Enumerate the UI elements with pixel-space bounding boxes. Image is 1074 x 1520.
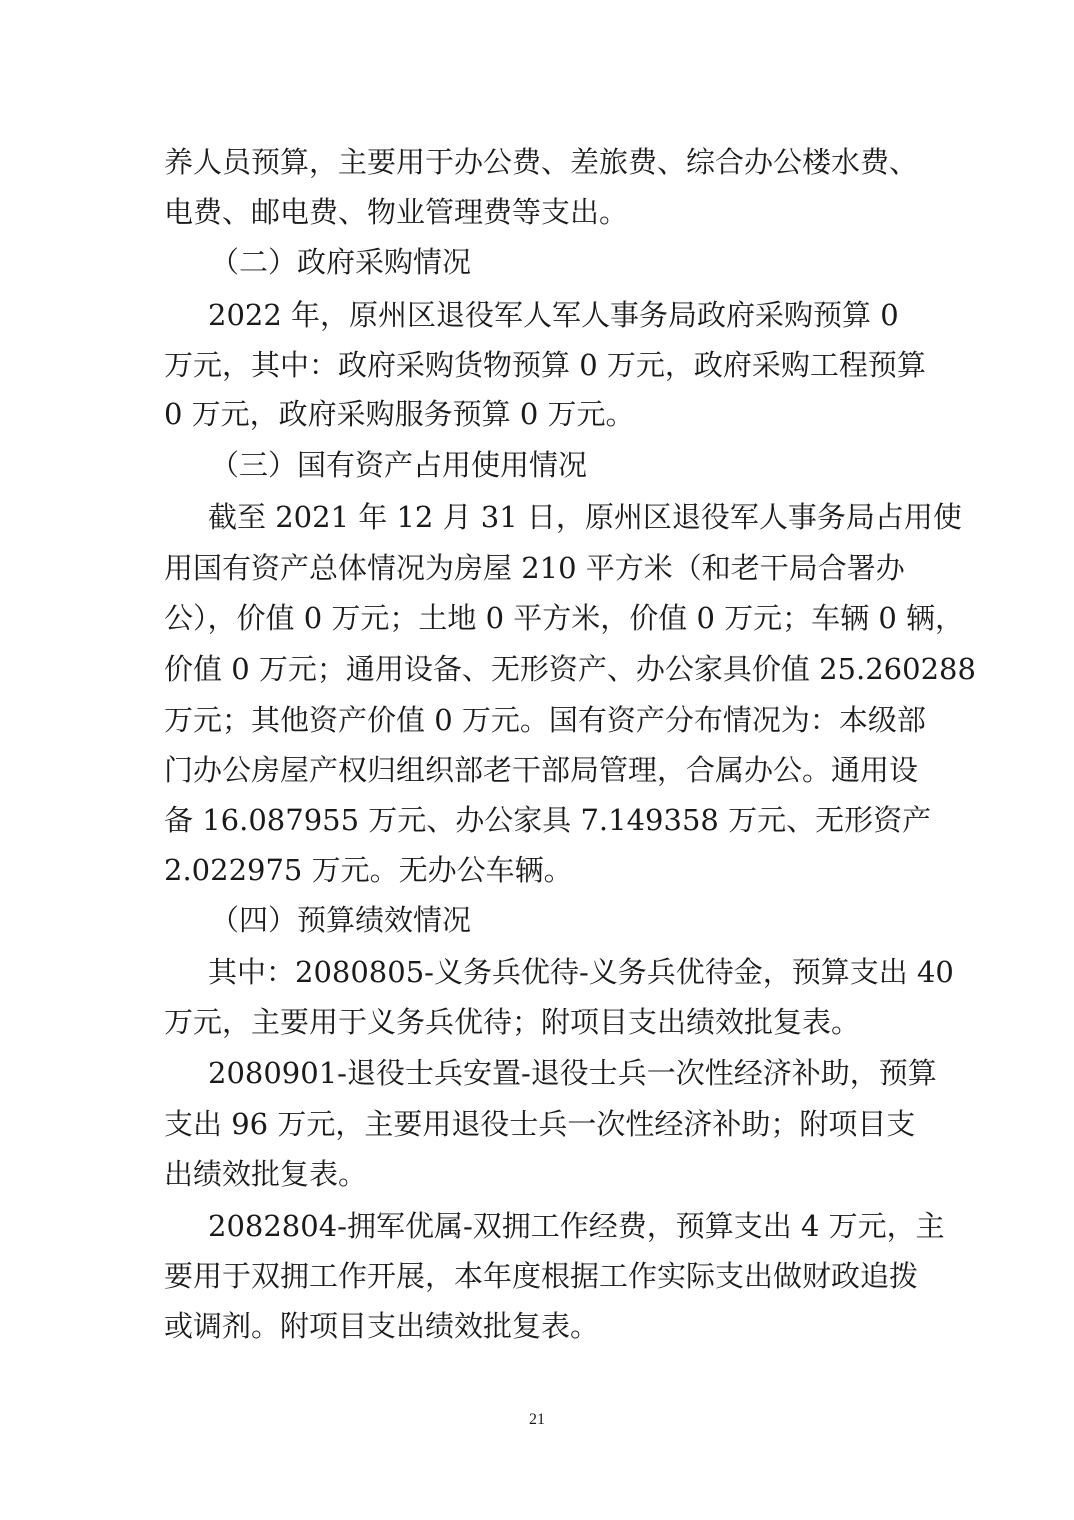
section-heading-state-assets: （三）国有资产占用使用情况 [210,448,588,482]
body-text-line: 2080901-退役士兵安置-退役士兵一次性经济补助，预算 [208,1056,937,1090]
body-text-line: 2.022975 万元。无办公车辆。 [164,853,573,887]
body-text-line: 公），价值 0 万元；土地 0 平方米，价值 0 万元；车辆 0 辆， [164,601,965,635]
section-heading-procurement: （二）政府采购情况 [210,245,472,279]
body-text-line: 2022 年，原州区退役军人军人事务局政府采购预算 0 [208,298,899,332]
body-text-line: 要用于双拥工作开展，本年度根据工作实际支出做财政追拨 [164,1259,919,1293]
section-heading-performance: （四）预算绩效情况 [210,903,472,937]
body-text-line: 出绩效批复表。 [164,1157,368,1191]
body-text-line: 其中：2080805-义务兵优待-义务兵优待金，预算支出 40 [208,955,954,989]
body-text-line: 或调剂。附项目支出绩效批复表。 [164,1309,600,1343]
body-text-line: 截至 2021 年 12 月 31 日，原州区退役军人事务局占用使 [208,500,962,534]
body-text-line: 备 16.087955 万元、办公家具 7.149358 万元、无形资产 [164,803,932,837]
body-text-line: 用国有资产总体情况为房屋 210 平方米（和老干局合署办 [164,551,905,585]
body-text-line: 0 万元，政府采购服务预算 0 万元。 [164,397,635,431]
body-text-line: 万元，主要用于义务兵优待；附项目支出绩效批复表。 [164,1005,861,1039]
body-text-line: 电费、邮电费、物业管理费等支出。 [164,195,629,229]
page-number: 21 [529,1411,545,1428]
body-text-line: 支出 96 万元，主要用退役士兵一次性经济补助；附项目支 [164,1107,916,1141]
body-text-line: 2082804-拥军优属-双拥工作经费，预算支出 4 万元，主 [208,1209,945,1243]
body-text-line: 养人员预算，主要用于办公费、差旅费、综合办公楼水费、 [164,145,919,179]
body-text-line: 万元；其他资产价值 0 万元。国有资产分布情况为：本级部 [164,703,926,737]
body-text-line: 门办公房屋产权归组织部老干部局管理，合属办公。通用设 [164,753,919,787]
body-text-line: 万元，其中：政府采购货物预算 0 万元，政府采购工程预算 [164,348,926,382]
body-text-line: 价值 0 万元；通用设备、无形资产、办公家具价值 25.260288 [164,652,976,686]
